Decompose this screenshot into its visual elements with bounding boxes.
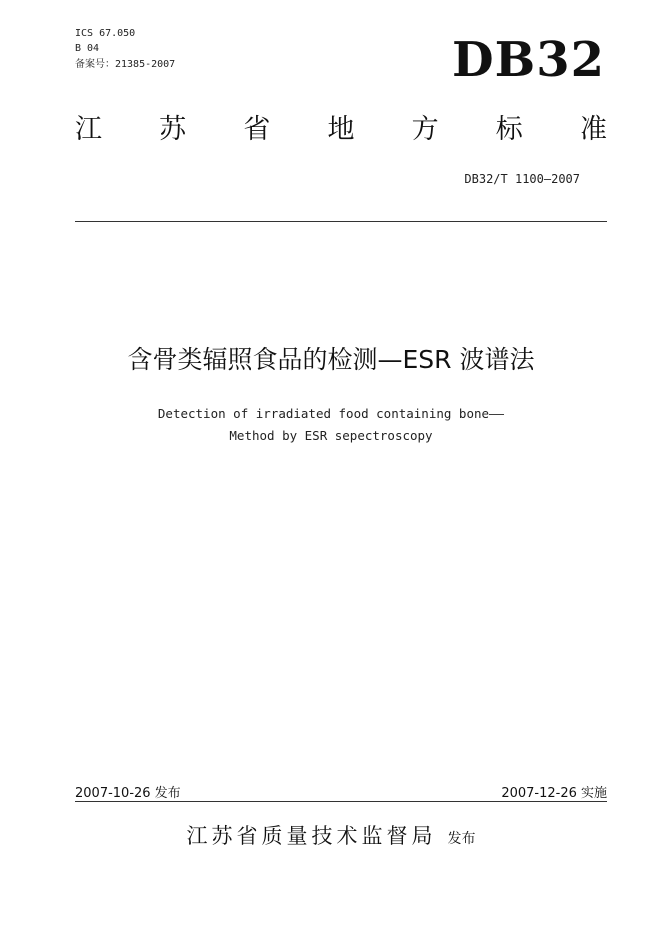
document-title-en [0, 403, 662, 447]
standard-type-char: 准 [579, 114, 607, 145]
standard-type-char: 苏 [159, 114, 187, 145]
standard-type-char: 省 [243, 114, 271, 145]
header-divider [75, 221, 607, 222]
title-en-line2: Method by ESR sepectroscopy [229, 428, 433, 443]
publisher-name: 江苏省质量技术监督局 [186, 824, 437, 848]
implementation-date: 2007-12-26 实施 [501, 786, 607, 801]
publisher-verb: 发布 [447, 831, 476, 847]
standard-number: DB32/T 1100—2007 [464, 172, 580, 186]
standard-type-char: 方 [411, 114, 439, 145]
footer-divider [75, 801, 607, 802]
ics-code: ICS 67.050 [75, 28, 136, 39]
title-en-line1: Detection of irradiated food containing bone—— [157, 406, 505, 421]
standard-type-char: 标 [495, 114, 523, 145]
standard-type-char: 江 [75, 114, 102, 145]
issue-date: 2007-10-26 发布 [75, 786, 181, 801]
standard-logo: DB32 [452, 32, 605, 88]
publisher-line [0, 818, 662, 857]
standard-type-char: 地 [327, 114, 355, 145]
document-title-cn: 含骨类辐照食品的检测—ESR 波谱法 [127, 345, 535, 374]
filing-number: 备案号：21385-2007 [75, 59, 176, 70]
standard-type-heading [75, 110, 607, 150]
classification-code: B 04 [75, 43, 100, 54]
